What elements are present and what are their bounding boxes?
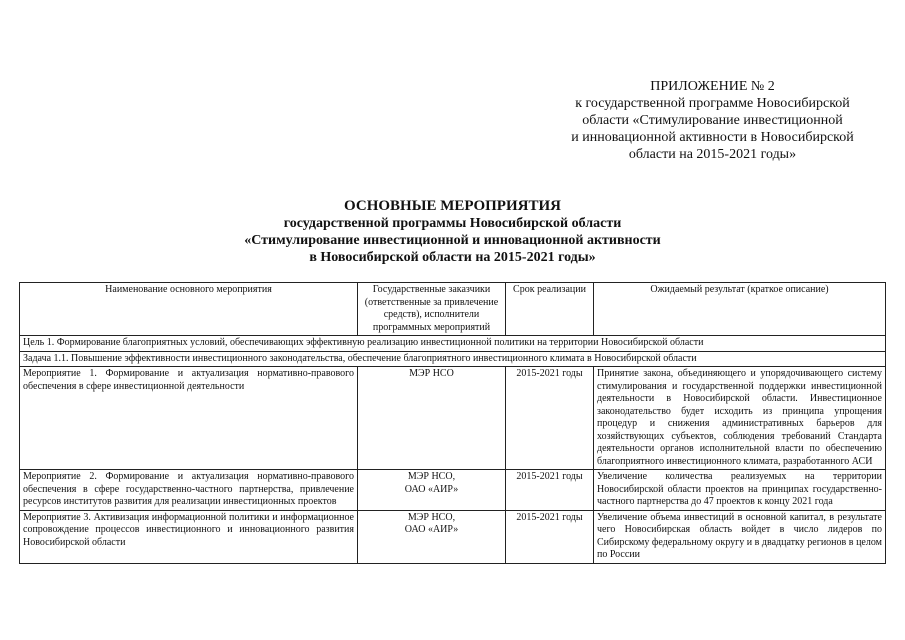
table-row <box>20 367 886 470</box>
header-result: Ожидаемый результат (краткое описание) <box>594 283 886 336</box>
appendix-line: области «Стимулирование инвестиционной <box>582 113 843 128</box>
task-text: Задача 1.1. Повышение эффективности инвестиционного законодательства, обеспечение благоприятного инвестиционного климата в Новосибирской области <box>20 351 886 367</box>
measure-name: Мероприятие 2. Формирование и актуализация нормативно-правового обеспечения в сфере государственно-частного партнерства, привлечение ресурсов институтов развития для реализации инвестиционных проектов <box>20 470 358 511</box>
title-line: ОСНОВНЫЕ МЕРОПРИЯТИЯ <box>344 198 561 214</box>
appendix-line: области на 2015-2021 годы» <box>628 147 797 162</box>
measure-result: Увеличение количества реализуемых на территории Новосибирской области проектов на принципах государственно-частного партнерства до 47 проектов к концу 2021 года <box>594 470 886 511</box>
appendix-line: к государственной программе Новосибирской <box>575 96 850 111</box>
title-line: в Новосибирской области на 2015-2021 годы» <box>309 250 596 265</box>
measure-customers: МЭР НСО <box>358 367 506 470</box>
measure-name: Мероприятие 3. Активизация информационной политики и информационное сопровождение процессов инвестиционного и инновационного развития Новосибирской области <box>20 510 358 563</box>
task-row <box>20 351 886 367</box>
title-line: «Стимулирование инвестиционной и инновационной активности <box>244 233 661 248</box>
appendix-line: и инновационной активности в Новосибирской <box>571 130 854 145</box>
measure-result: Принятие закона, объединяющего и упорядочивающего систему стимулирования и государственной поддержки инвестиционной деятельности в Новосибирской области. Инвестиционное законодательство будет исходить из принципа упрощения процедур и снижения административных барьеров для хозяйствующих субъектов, соблюдения требований Стандарта деятельности органов исполнительной власти по обеспечению благоприятного инвестиционного климата, разработанного АСИ <box>594 367 886 470</box>
measure-customers: МЭР НСО, ОАО «АИР» <box>358 470 506 511</box>
measure-term: 2015-2021 годы <box>506 510 594 563</box>
appendix-line: ПРИЛОЖЕНИЕ № 2 <box>650 79 775 94</box>
table-row <box>20 510 886 563</box>
table-row <box>20 470 886 511</box>
header-name: Наименование основного мероприятия <box>20 283 358 336</box>
table-header-row <box>20 283 886 336</box>
header-term: Срок реализации <box>506 283 594 336</box>
appendix-header <box>540 78 885 163</box>
measure-name: Мероприятие 1. Формирование и актуализация нормативно-правового обеспечения в сфере инвестиционной деятельности <box>20 367 358 470</box>
measures-table <box>19 282 886 564</box>
goal-text: Цель 1. Формирование благоприятных условий, обеспечивающих эффективную реализацию инвестиционной политики на территории Новосибирской области <box>20 336 886 352</box>
measure-result: Увеличение объема инвестиций в основной капитал, в результате чего Новосибирская область войдет в число лидеров по Сибирскому федеральному округу и в двадцатку регионов в целом по России <box>594 510 886 563</box>
title-line: государственной программы Новосибирской области <box>283 216 622 231</box>
measure-term: 2015-2021 годы <box>506 367 594 470</box>
measure-customers: МЭР НСО, ОАО «АИР» <box>358 510 506 563</box>
goal-row <box>20 336 886 352</box>
measure-term: 2015-2021 годы <box>506 470 594 511</box>
header-customers: Государственные заказчики (ответственные за привлечение средств), исполнители программных мероприятий <box>358 283 506 336</box>
document-title <box>0 197 905 266</box>
